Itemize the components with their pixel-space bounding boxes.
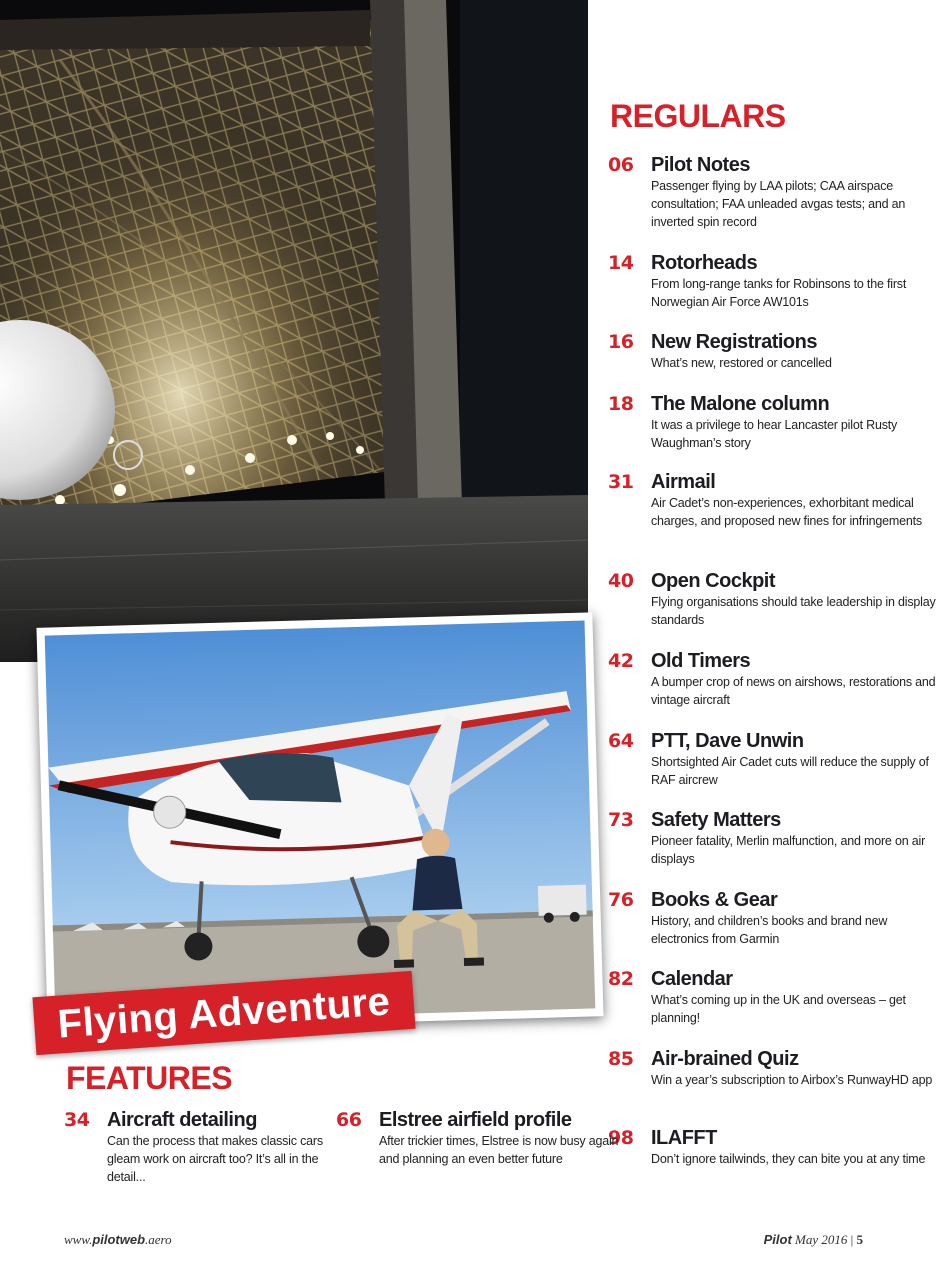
url-brand: pilotweb	[92, 1232, 146, 1247]
features-heading: FEATURES	[66, 1060, 233, 1096]
hangar-photo-illustration	[0, 0, 588, 662]
regular-item[interactable]	[610, 808, 936, 868]
page-number: 16	[608, 331, 634, 353]
item-description: Can the process that makes classic cars gleam work on aircraft too? It’s all in the detail...	[107, 1134, 323, 1184]
regular-item[interactable]	[610, 330, 936, 372]
folio	[764, 1232, 863, 1248]
item-title: Open Cockpit	[651, 570, 776, 592]
regular-item[interactable]	[610, 251, 936, 311]
item-title: Old Timers	[651, 650, 751, 672]
regular-item[interactable]	[610, 153, 936, 231]
page-number: 34	[64, 1109, 90, 1131]
item-description: Air Cadet’s non-experiences, exhorbitant medical charges, and proposed new fines for infringements	[651, 496, 922, 528]
regular-item[interactable]	[610, 649, 936, 709]
item-title: Pilot Notes	[651, 154, 750, 176]
page-number: 14	[608, 252, 634, 274]
item-title: Air-brained Quiz	[651, 1048, 799, 1070]
url-suffix: .aero	[145, 1232, 172, 1247]
regulars-heading: REGULARS	[610, 98, 786, 134]
folio-separator: |	[850, 1232, 854, 1247]
item-description: After trickier times, Elstree is now busy again and planning an even better future	[379, 1134, 619, 1166]
cessna-photo	[36, 612, 603, 1031]
magazine-name: Pilot	[763, 1232, 792, 1247]
url-prefix: www.	[64, 1232, 93, 1247]
website-url[interactable]	[64, 1232, 172, 1248]
item-description: What’s coming up in the UK and overseas – get planning!	[651, 993, 906, 1025]
item-description: A bumper crop of news on airshows, restorations and vintage aircraft	[651, 675, 936, 707]
page-number: 18	[608, 393, 634, 415]
page-number: 64	[608, 730, 634, 752]
item-description: History, and children’s books and brand new electronics from Garmin	[651, 914, 888, 946]
item-title: Calendar	[651, 968, 733, 990]
regular-item[interactable]	[610, 729, 936, 789]
item-title: Rotorheads	[651, 252, 758, 274]
page-number-folio: 5	[856, 1232, 863, 1247]
banner-title: Flying Adventure	[56, 978, 392, 1047]
feature-item[interactable]	[338, 1108, 619, 1168]
regular-item[interactable]	[610, 1047, 936, 1089]
item-title: The Malone column	[651, 393, 830, 415]
page-number: 76	[608, 889, 634, 911]
item-description: Don’t ignore tailwinds, they can bite you at any time	[651, 1152, 926, 1166]
item-title: Aircraft detailing	[107, 1109, 257, 1131]
page-number: 66	[336, 1109, 362, 1131]
page-number: 85	[608, 1048, 634, 1070]
item-description: Win a year’s subscription to Airbox’s RunwayHD app	[651, 1073, 933, 1087]
item-title: Airmail	[651, 471, 716, 493]
item-description: Flying organisations should take leadership in display standards	[651, 595, 936, 627]
item-description: It was a privilege to hear Lancaster pilot Rusty Waughman’s story	[651, 418, 898, 450]
regular-item[interactable]	[610, 967, 936, 1027]
issue-date: May 2016	[795, 1232, 848, 1247]
item-title: Books & Gear	[651, 889, 778, 911]
item-title: Elstree airfield profile	[379, 1109, 572, 1131]
feature-item[interactable]	[66, 1108, 337, 1186]
regular-item[interactable]	[610, 392, 936, 452]
item-title: Safety Matters	[651, 809, 781, 831]
regular-item[interactable]	[610, 1126, 936, 1168]
page-number: 31	[608, 471, 634, 493]
item-title: ILAFFT	[651, 1127, 717, 1149]
page-number: 98	[608, 1127, 634, 1149]
regular-item[interactable]	[610, 470, 936, 530]
regular-item[interactable]	[610, 888, 936, 948]
regular-item[interactable]	[610, 569, 936, 629]
page-number: 40	[608, 570, 634, 592]
item-title: New Registrations	[651, 331, 817, 353]
item-description: What’s new, restored or cancelled	[651, 356, 832, 370]
page-number: 82	[608, 968, 634, 990]
page-number: 42	[608, 650, 634, 672]
item-description: Shortsighted Air Cadet cuts will reduce the supply of RAF aircrew	[651, 755, 929, 787]
item-description: Passenger flying by LAA pilots; CAA airspace consultation; FAA unleaded avgas tests; and an inverted spin record	[651, 179, 906, 229]
cessna-photo-illustration	[45, 621, 596, 1024]
item-description: Pioneer fatality, Merlin malfunction, and more on air displays	[651, 834, 926, 866]
hangar-photo	[0, 0, 588, 662]
item-title: PTT, Dave Unwin	[651, 730, 804, 752]
item-description: From long-range tanks for Robinsons to the first Norwegian Air Force AW101s	[651, 277, 907, 309]
page-number: 06	[608, 154, 634, 176]
page-number: 73	[608, 809, 634, 831]
